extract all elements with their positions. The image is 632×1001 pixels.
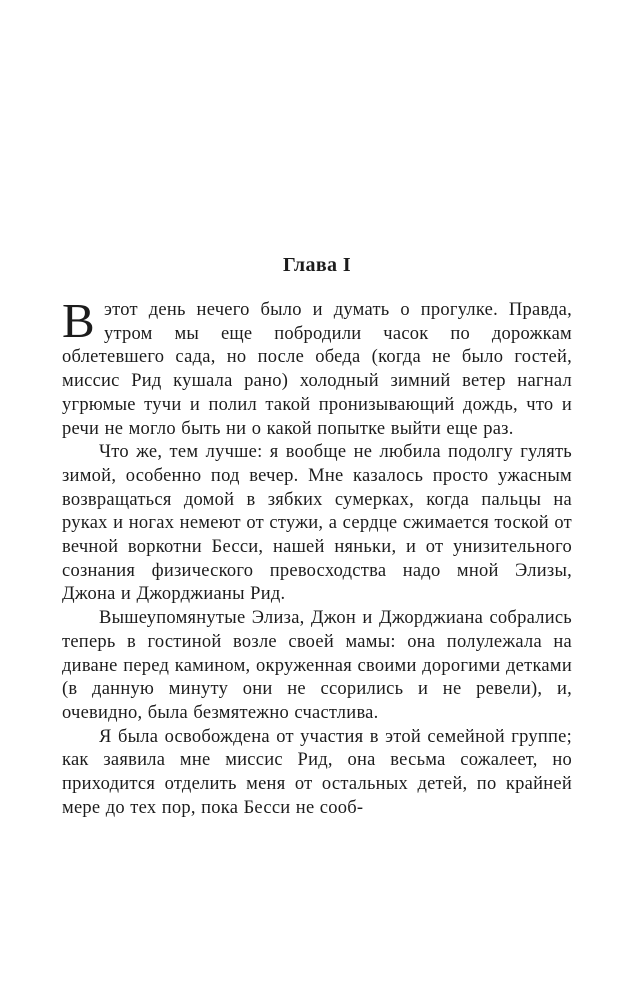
paragraph <box>62 293 572 441</box>
drop-cap: В <box>62 293 95 348</box>
paragraph: Я была освобождена от участия в этой семейной группе; как заявила мне миссис Рид, она весьма сожалеет, но приходится отделить меня от остальных детей, по крайней мере до тех пор, пока Бесси не сооб- <box>62 726 572 818</box>
chapter-heading: Глава I <box>282 254 352 276</box>
text-block <box>62 293 572 820</box>
paragraph-text: этот день нечего было и думать о прогулке. Правда, утром мы еще побродили часок по дорожкам облетевшего сада, но после обеда (когда не было гостей, миссис Рид кушала рано) холодный зимний ветер нагнал угрюмые тучи и полил такой пронизывающий дождь, что и речи не могло быть ни о какой попытке выйти еще раз. <box>62 300 572 439</box>
paragraph: Вышеупомянутые Элиза, Джон и Джорджиана собрались теперь в гостиной возле своей мамы: она полулежала на диване перед камином, окруженная своими дорогими детками (в данную минуту они не ссорились и не ревели), и, очевидно, была безмятежно счастлива. <box>62 608 572 723</box>
paragraph: Что же, тем лучше: я вообще не любила подолгу гулять зимой, особенно под вечер. Мне казалось просто ужасным возвращаться домой в зябких сумерках, когда пальцы на руках и ногах немеют от стужи, а сердце сжимается тоской от вечной воркотни Бесси, нашей няньки, и от унизительного сознания физического превосходства надо мной Элизы, Джона и Джорджианы Рид. <box>62 442 572 605</box>
